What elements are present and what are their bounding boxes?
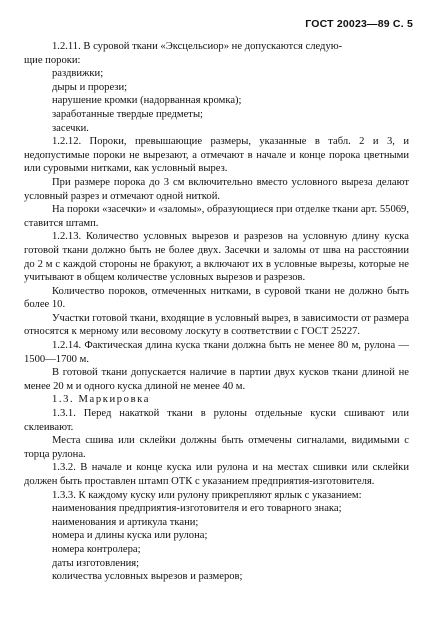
document-body bbox=[24, 40, 409, 584]
paragraph: количества условных вырезов и размеров; bbox=[52, 571, 243, 583]
paragraph: заработанные твердые предметы; bbox=[52, 108, 204, 120]
paragraph: номера контролера; bbox=[52, 543, 141, 555]
paragraph: номера и длины куска или рулона; bbox=[52, 530, 208, 542]
paragraph: нарушение кромки (надорванная кромка); bbox=[52, 95, 242, 107]
paragraph: наименования и артикула ткани; bbox=[52, 516, 199, 528]
paragraph: 1.3.1. Перед накаткой ткани в рулоны отдельные куски сшивают или склеивают. bbox=[24, 408, 409, 433]
paragraph: 1.2.11. В суровой ткани «Эксцельсиор» не допускаются следую- bbox=[52, 41, 343, 52]
paragraph: даты изготовления; bbox=[52, 557, 140, 569]
paragraph: наименования предприятия-изготовителя и его товарного знака; bbox=[52, 503, 342, 515]
paragraph: раздвижки; bbox=[52, 68, 104, 80]
paragraph: На пороки «засечки» и «заломы», образующиеся при отделке ткани арт. 55069, ставится штамп. bbox=[24, 204, 409, 229]
paragraph: 1.2.13. Количество условных вырезов и разрезов на условную длину куска готовой ткани должно быть не более двух. Засечки и заломы от шва на расстоянии до 2 м с каждой стороны не бракуют, а включают их в условные вырезы, которые не учитывают в общем количестве условных вырезов и разрезов. bbox=[24, 231, 409, 284]
paragraph: Места сшива или склейки должны быть отмечены сигналами, видимыми с торца рулона. bbox=[24, 435, 409, 460]
paragraph: 1.3.2. В начале и конце куска или рулона и на местах сшивки или склейки должен быть проставлен штамп ОТК с указанием предприятия-изготовителя. bbox=[24, 462, 409, 487]
paragraph: Участки готовой ткани, входящие в условный вырез, в зависимости от размера относятся к мерному или весовому лоскуту в соответствии с ГОСТ 25227. bbox=[24, 312, 409, 338]
paragraph: засечки. bbox=[52, 122, 89, 134]
paragraph: дыры и прорези; bbox=[52, 81, 128, 93]
paragraph: При размере порока до 3 см включительно вместо условного выреза делают условный разрез и отмечают одной ниткой. bbox=[24, 176, 409, 202]
paragraph: Количество пороков, отмеченных нитками, в суровой ткани не должно быть более 10. bbox=[24, 285, 409, 311]
paragraph: В готовой ткани допускается наличие в партии двух кусков ткани длиной не менее 20 м и одного куска длиной не менее 40 м. bbox=[24, 367, 409, 392]
paragraph: 1.3. Маркировка bbox=[52, 394, 151, 406]
paragraph: 1.2.12. Пороки, превышающие размеры, указанные в табл. 2 и 3, и недопустимые пороки не вырезают, а отмечают в начале и конце порока цветными или суровыми нитками, как условный вырез. bbox=[24, 136, 409, 175]
paragraph: щие пороки: bbox=[24, 54, 81, 66]
page-header: ГОСТ 20023—89 С. 5 bbox=[305, 18, 413, 30]
paragraph: 1.3.3. К каждому куску или рулону прикрепляют ярлык с указанием: bbox=[52, 489, 362, 501]
paragraph: 1.2.14. Фактическая длина куска ткани должна быть не менее 80 м, рулона — 1500—1700 м. bbox=[24, 340, 409, 365]
